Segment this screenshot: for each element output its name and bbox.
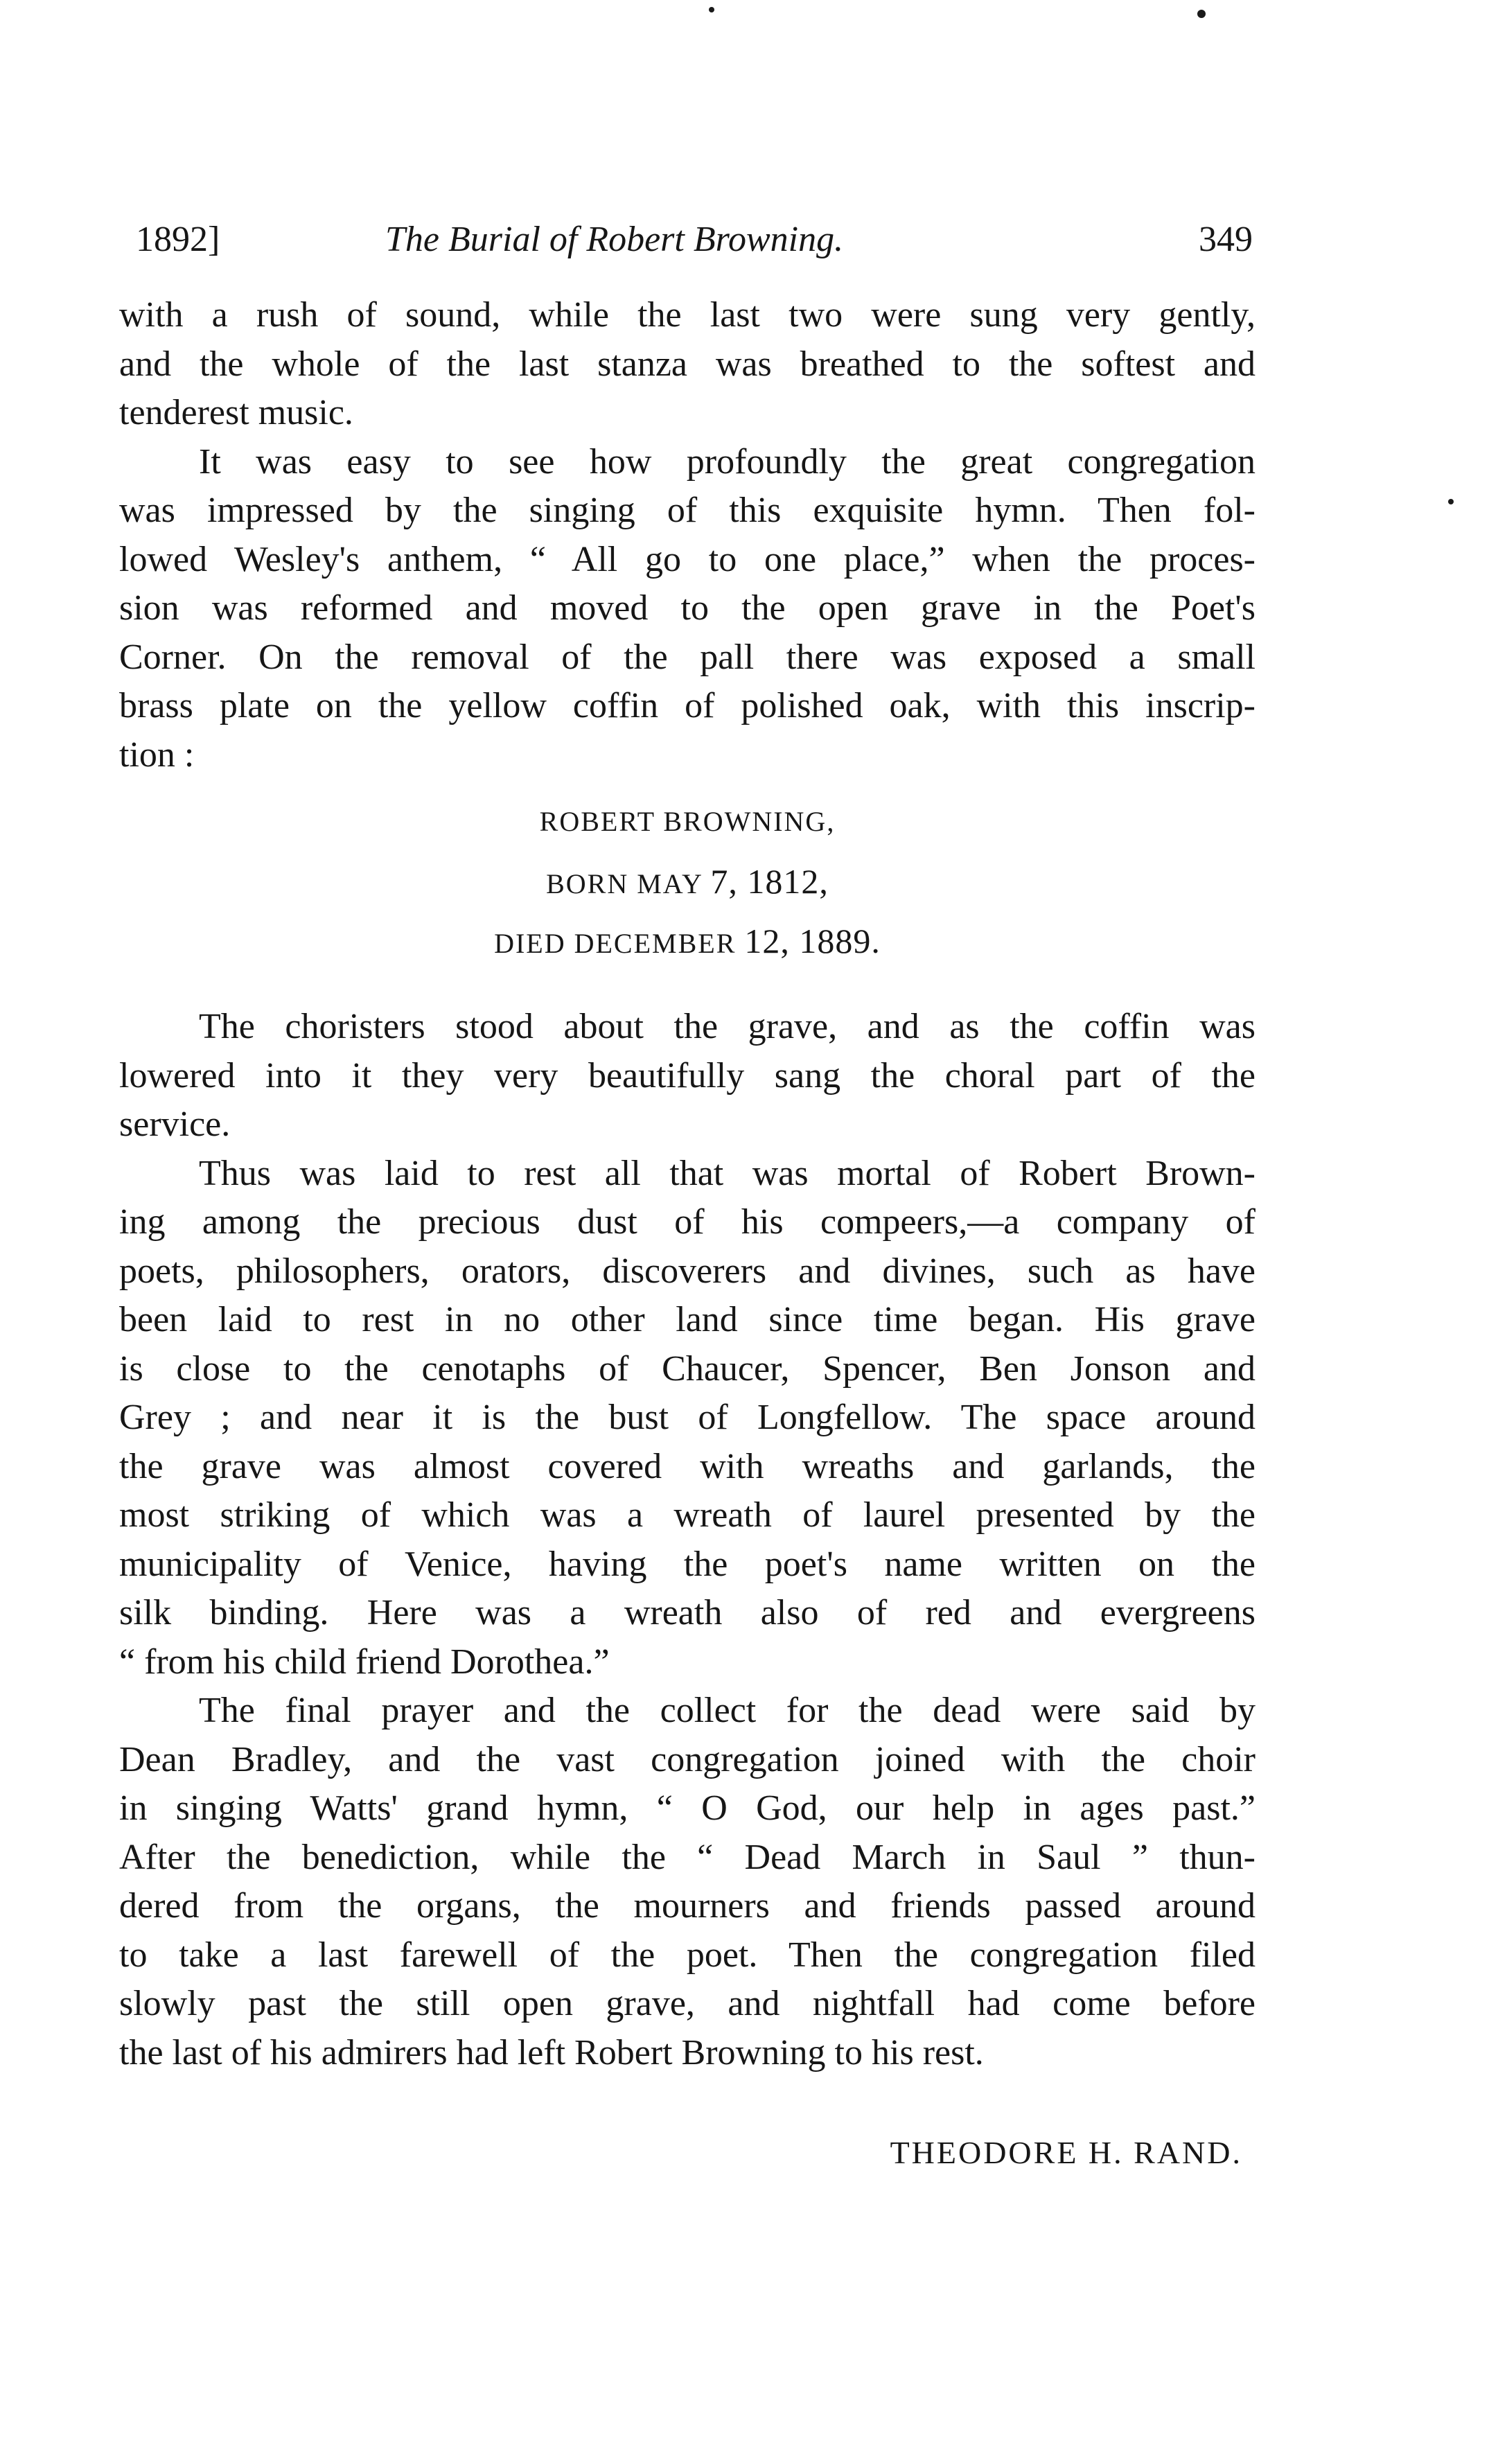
author-signature: THEODORE H. RAND. (890, 2135, 1242, 2170)
text-line: in singing Watts' grand hymn, “ O God, our help in ages past.” (119, 1788, 1255, 1828)
text-line: municipality of Venice, having the poet's name written on the (119, 1544, 1255, 1584)
text-line: slowly past the still open grave, and nightfall had come before (119, 1984, 1255, 2023)
text-line: silk binding. Here was a wreath also of red and evergreens (119, 1593, 1255, 1633)
text-line: service. (119, 1105, 231, 1144)
ink-speck (709, 7, 714, 12)
text-line: tion : (119, 734, 195, 775)
text-line: lowed Wesley's anthem, “ All go to one place,” when the proces- (119, 539, 1255, 579)
inscription-name: ROBERT BROWNING, (539, 806, 836, 837)
text-line: The choristers stood about the grave, and as the coffin was (199, 1007, 1255, 1046)
inscription-born-label: BORN MAY (546, 868, 703, 899)
text-line: to take a last farewell of the poet. Then the congregation filed (119, 1935, 1255, 1975)
article-body (119, 291, 1255, 2077)
text-line: After the benediction, while the “ Dead March in Saul ” thun- (119, 1837, 1255, 1877)
paragraph (119, 1150, 1255, 1687)
text-line: was impressed by the singing of this exquisite hymn. Then fol- (119, 491, 1255, 530)
inscription-born (119, 852, 1255, 911)
text-line: ing among the precious dust of his compeers,—a company of (119, 1202, 1255, 1242)
inscription-born-date: 7, 1812, (710, 862, 829, 901)
text-line: the last of his admirers had left Robert Browning to his rest. (119, 2032, 984, 2073)
page-number: 349 (1199, 220, 1253, 259)
paragraph (119, 291, 1255, 438)
running-header (136, 219, 1253, 281)
text-line: with a rush of sound, while the last two were sung very gently, (119, 295, 1255, 335)
text-line: Thus was laid to rest all that was mortal of Robert Brown- (199, 1153, 1255, 1193)
text-line: Corner. On the removal of the pall there was exposed a small (119, 637, 1255, 677)
text-line: Grey ; and near it is the bust of Longfellow. The space around (119, 1398, 1255, 1437)
text-line: dered from the organs, the mourners and friends passed around (119, 1886, 1255, 1926)
text-line: and the whole of the last stanza was breathed to the softest and (119, 344, 1255, 384)
text-line: most striking of which was a wreath of laurel presented by the (119, 1495, 1255, 1535)
text-line: Dean Bradley, and the vast congregation joined with the choir (119, 1739, 1255, 1779)
ink-speck (1448, 499, 1454, 504)
text-line: brass plate on the yellow coffin of polished oak, with this inscrip- (119, 686, 1255, 725)
text-line: It was easy to see how profoundly the great congregation (199, 441, 1255, 482)
text-line: lowered into it they very beautifully sang the choral part of the (119, 1055, 1255, 1095)
text-line: The final prayer and the collect for the dead were said by (199, 1691, 1255, 1730)
header-title: The Burial of Robert Browning. (385, 220, 844, 259)
text-line: the grave was almost covered with wreaths and garlands, the (119, 1446, 1255, 1486)
text-line: poets, philosophers, orators, discoverers and divines, such as have (119, 1251, 1255, 1291)
text-line: tenderest music. (119, 393, 353, 432)
text-line: “ from his child friend Dorothea.” (119, 1642, 610, 1682)
header-year: 1892] (136, 220, 220, 259)
inscription-died-label: DIED DECEMBER (494, 928, 737, 959)
text-line: is close to the cenotaphs of Chaucer, Spencer, Ben Jonson and (119, 1348, 1255, 1389)
paragraph (119, 438, 1255, 780)
inscription-died-date: 12, 1889. (744, 922, 881, 960)
ink-speck (1197, 10, 1206, 18)
inscription-died (119, 911, 1255, 971)
paragraph (119, 1003, 1255, 1150)
paragraph (119, 1687, 1255, 2077)
text-line: been laid to rest in no other land since time began. His grave (119, 1300, 1255, 1339)
text-line: sion was reformed and moved to the open grave in the Poet's (119, 588, 1255, 628)
inscription (119, 780, 1255, 1003)
